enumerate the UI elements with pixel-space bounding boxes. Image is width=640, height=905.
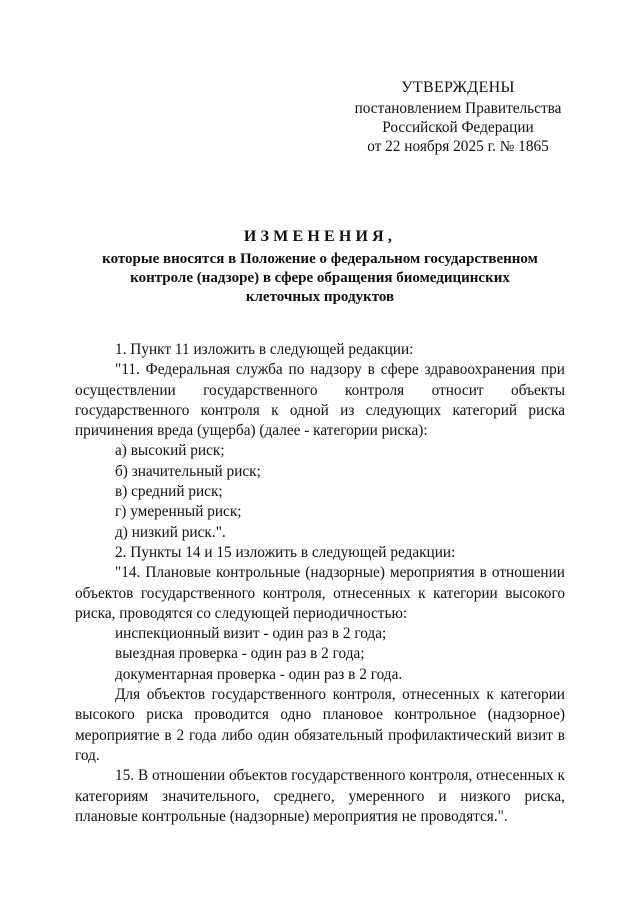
- approval-block: [340, 78, 576, 156]
- paragraph: "11. Федеральная служба по надзору в сфере здравоохранения при осуществлении государственного контроля относит объекты государственного контроля к одной из следующих категорий риска причинения вреда (ущерба) (далее - категории риска):: [75, 361, 565, 440]
- list-item: г) умеренный риск;: [115, 503, 242, 521]
- approval-line-2: Российской Федерации: [382, 119, 534, 136]
- list-item: выездная проверка - один раз в 2 года;: [115, 645, 365, 663]
- subtitle-line-1: которые вносятся в Положение о федеральном государственном: [102, 251, 538, 267]
- approval-line-1: постановлением Правительства: [354, 100, 562, 117]
- paragraph: 15. В отношении объектов государственного контроля, отнесенных к категориям значительного, среднего, умеренного и низкого риска, плановые контрольные (надзорные) мероприятия не проводятся.".: [75, 767, 565, 825]
- document-body: [75, 340, 565, 827]
- paragraph: "14. Плановые контрольные (надзорные) мероприятия в отношении объектов государственного контроля, отнесенных к категории высокого риска, проводятся со следующей периодичностью:: [75, 564, 565, 622]
- list-item: документарная проверка - один раз в 2 года.: [115, 665, 403, 683]
- list-item: д) низкий риск.".: [115, 523, 226, 541]
- subtitle-line-2: контроле (надзоре) в сфере обращения биомедицинских: [130, 270, 510, 286]
- document-title: ИЗМЕНЕНИЯ,: [243, 228, 397, 245]
- approval-heading: УТВЕРЖДЕНЫ: [401, 79, 515, 96]
- paragraph: Для объектов государственного контроля, отнесенных к категории высокого риска проводится одно плановое контрольное (надзорное) мероприятие в 2 года либо один обязательный профилактический визит в год.: [75, 686, 565, 764]
- list-item: б) значительный риск;: [115, 462, 261, 480]
- subtitle-line-3: клеточных продуктов: [245, 289, 395, 305]
- approval-line-3: от 22 ноября 2025 г. № 1865: [367, 138, 549, 155]
- list-item: инспекционный визит - один раз в 2 года;: [115, 625, 387, 643]
- document-subtitle: [90, 250, 550, 307]
- list-item: в) средний риск;: [115, 483, 223, 501]
- paragraph: 1. Пункт 11 изложить в следующей редакции:: [115, 341, 414, 358]
- list-item: а) высокий риск;: [115, 442, 225, 460]
- paragraph: 2. Пункты 14 и 15 изложить в следующей редакции:: [115, 543, 456, 561]
